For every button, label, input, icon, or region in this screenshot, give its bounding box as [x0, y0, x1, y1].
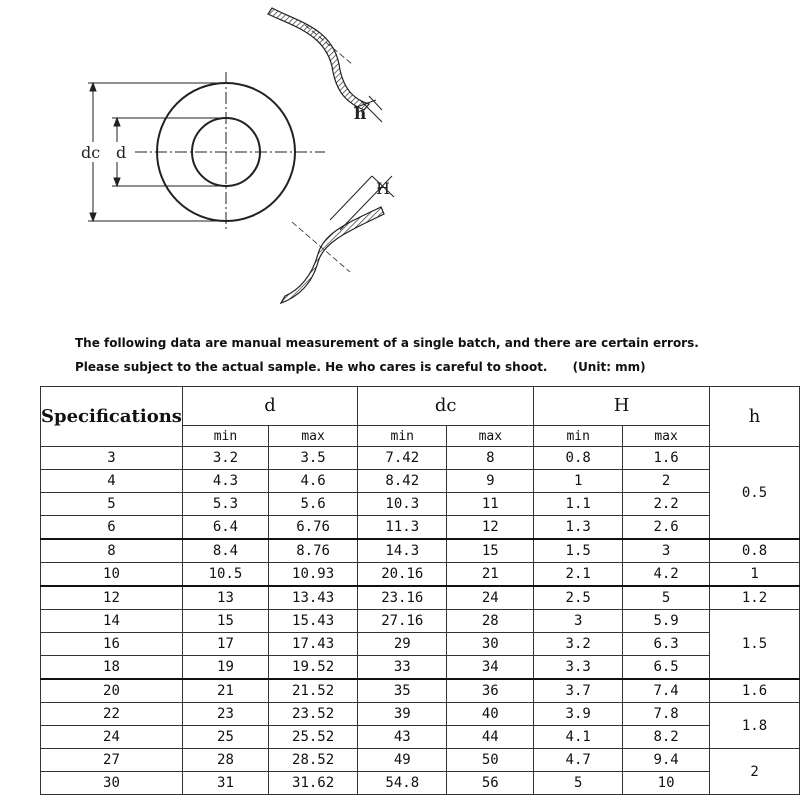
cell-dc-max: 34 — [447, 656, 534, 680]
cell-d-min: 13 — [182, 586, 268, 610]
cell-H-max: 5 — [623, 586, 710, 610]
table-row — [41, 749, 800, 772]
cell-dc-max: 12 — [447, 516, 534, 540]
table-row — [41, 539, 800, 563]
cell-H-max: 7.8 — [623, 703, 710, 726]
cell-dc-max: 8 — [447, 447, 534, 470]
cell-dc-min: 35 — [358, 679, 447, 703]
cell-d-min: 3.2 — [182, 447, 268, 470]
header-dc: dc — [358, 387, 534, 426]
note-sample-text: Please subject to the actual sample. He who cares is careful to shoot. — [75, 360, 548, 374]
cell-H-max: 2.2 — [623, 493, 710, 516]
cell-dc-max: 56 — [447, 772, 534, 795]
note-unit: (Unit: mm) — [572, 360, 646, 374]
cell-d-max: 3.5 — [269, 447, 358, 470]
table-row — [41, 633, 800, 656]
cell-dc-max: 30 — [447, 633, 534, 656]
cell-spec: 3 — [41, 447, 183, 470]
cell-H-min: 1.1 — [534, 493, 623, 516]
cell-dc-min: 29 — [358, 633, 447, 656]
cell-spec: 14 — [41, 610, 183, 633]
cell-d-max: 28.52 — [269, 749, 358, 772]
cell-d-min: 6.4 — [182, 516, 268, 540]
cell-spec: 10 — [41, 563, 183, 587]
cell-H-min: 1.3 — [534, 516, 623, 540]
cell-h: 1 — [710, 563, 800, 587]
cell-dc-min: 14.3 — [358, 539, 447, 563]
header-H: H — [534, 387, 710, 426]
cell-H-max: 7.4 — [623, 679, 710, 703]
cell-spec: 5 — [41, 493, 183, 516]
table-row — [41, 493, 800, 516]
cell-spec: 20 — [41, 679, 183, 703]
cell-H-max: 9.4 — [623, 749, 710, 772]
cell-dc-min: 10.3 — [358, 493, 447, 516]
cell-H-min: 3.2 — [534, 633, 623, 656]
cell-h: 0.8 — [710, 539, 800, 563]
table-row — [41, 516, 800, 540]
cell-d-min: 28 — [182, 749, 268, 772]
subheader-d-max: max — [269, 426, 358, 447]
cell-dc-min: 7.42 — [358, 447, 447, 470]
cell-H-max: 4.2 — [623, 563, 710, 587]
cell-d-min: 4.3 — [182, 470, 268, 493]
cell-d-max: 15.43 — [269, 610, 358, 633]
cell-H-max: 2.6 — [623, 516, 710, 540]
cell-H-min: 3.9 — [534, 703, 623, 726]
subheader-H-min: min — [534, 426, 623, 447]
washer-drawing — [0, 0, 800, 330]
cell-dc-min: 27.16 — [358, 610, 447, 633]
header-specifications: Specifications — [41, 387, 183, 447]
cell-h: 1.6 — [710, 679, 800, 703]
cell-d-max: 19.52 — [269, 656, 358, 680]
cell-H-min: 3.3 — [534, 656, 623, 680]
cell-dc-max: 9 — [447, 470, 534, 493]
cell-d-max: 10.93 — [269, 563, 358, 587]
cell-dc-min: 23.16 — [358, 586, 447, 610]
cell-H-max: 6.3 — [623, 633, 710, 656]
cell-spec: 18 — [41, 656, 183, 680]
cell-dc-min: 43 — [358, 726, 447, 749]
washer-front-view — [135, 72, 325, 232]
cell-H-max: 2 — [623, 470, 710, 493]
table-row — [41, 679, 800, 703]
cell-d-max: 8.76 — [269, 539, 358, 563]
cell-H-max: 8.2 — [623, 726, 710, 749]
cell-H-max: 10 — [623, 772, 710, 795]
cell-H-min: 2.5 — [534, 586, 623, 610]
cell-spec: 24 — [41, 726, 183, 749]
cell-spec: 8 — [41, 539, 183, 563]
cell-H-max: 6.5 — [623, 656, 710, 680]
cell-dc-max: 28 — [447, 610, 534, 633]
label-dc: dc — [81, 143, 101, 162]
table-row — [41, 470, 800, 493]
cell-spec: 12 — [41, 586, 183, 610]
cell-d-min: 31 — [182, 772, 268, 795]
note-sample — [75, 360, 646, 374]
cell-d-max: 13.43 — [269, 586, 358, 610]
cell-dc-max: 11 — [447, 493, 534, 516]
cell-dc-max: 50 — [447, 749, 534, 772]
cell-H-min: 4.1 — [534, 726, 623, 749]
cell-d-max: 6.76 — [269, 516, 358, 540]
cell-h: 2 — [710, 749, 800, 795]
cell-dc-max: 36 — [447, 679, 534, 703]
cell-d-max: 4.6 — [269, 470, 358, 493]
table-row — [41, 726, 800, 749]
cell-dc-min: 39 — [358, 703, 447, 726]
table-row — [41, 586, 800, 610]
cell-h: 1.2 — [710, 586, 800, 610]
cell-dc-max: 15 — [447, 539, 534, 563]
cell-d-min: 15 — [182, 610, 268, 633]
cell-spec: 6 — [41, 516, 183, 540]
cell-dc-min: 8.42 — [358, 470, 447, 493]
cell-d-max: 17.43 — [269, 633, 358, 656]
cell-spec: 30 — [41, 772, 183, 795]
label-d: d — [116, 143, 127, 162]
cell-d-min: 8.4 — [182, 539, 268, 563]
cell-d-min: 10.5 — [182, 563, 268, 587]
cell-H-max: 1.6 — [623, 447, 710, 470]
cell-dc-min: 54.8 — [358, 772, 447, 795]
cell-spec: 27 — [41, 749, 183, 772]
cell-dc-min: 33 — [358, 656, 447, 680]
table-row — [41, 656, 800, 680]
cell-dc-min: 49 — [358, 749, 447, 772]
cell-dc-max: 21 — [447, 563, 534, 587]
note-measurement: The following data are manual measurement of a single batch, and there are certain errors. — [75, 336, 699, 350]
cell-H-max: 5.9 — [623, 610, 710, 633]
table-row — [41, 772, 800, 795]
header-d: d — [182, 387, 357, 426]
cell-d-max: 5.6 — [269, 493, 358, 516]
cell-H-max: 3 — [623, 539, 710, 563]
cell-d-max: 25.52 — [269, 726, 358, 749]
cell-H-min: 1 — [534, 470, 623, 493]
table-row — [41, 703, 800, 726]
subheader-dc-max: max — [447, 426, 534, 447]
cell-dc-min: 20.16 — [358, 563, 447, 587]
cell-dc-max: 24 — [447, 586, 534, 610]
header-h: h — [710, 387, 800, 447]
cell-spec: 4 — [41, 470, 183, 493]
label-H: H — [376, 179, 390, 198]
cell-H-min: 3 — [534, 610, 623, 633]
table-row — [41, 447, 800, 470]
cell-H-min: 1.5 — [534, 539, 623, 563]
cell-dc-max: 40 — [447, 703, 534, 726]
cell-spec: 16 — [41, 633, 183, 656]
washer-section-bottom — [281, 176, 394, 303]
subheader-dc-min: min — [358, 426, 447, 447]
subheader-d-min: min — [182, 426, 268, 447]
cell-dc-max: 44 — [447, 726, 534, 749]
cell-h: 0.5 — [710, 447, 800, 540]
cell-d-max: 21.52 — [269, 679, 358, 703]
cell-d-min: 5.3 — [182, 493, 268, 516]
subheader-H-max: max — [623, 426, 710, 447]
cell-d-min: 23 — [182, 703, 268, 726]
label-h: h — [354, 104, 367, 124]
cell-d-max: 31.62 — [269, 772, 358, 795]
table-row — [41, 610, 800, 633]
spec-table — [40, 386, 800, 795]
cell-H-min: 2.1 — [534, 563, 623, 587]
cell-H-min: 3.7 — [534, 679, 623, 703]
table-row — [41, 563, 800, 587]
washer-section-top — [268, 8, 382, 124]
cell-dc-min: 11.3 — [358, 516, 447, 540]
cell-d-min: 17 — [182, 633, 268, 656]
cell-H-min: 4.7 — [534, 749, 623, 772]
cell-spec: 22 — [41, 703, 183, 726]
cell-h: 1.8 — [710, 703, 800, 749]
cell-d-min: 21 — [182, 679, 268, 703]
cell-d-min: 19 — [182, 656, 268, 680]
cell-h: 1.5 — [710, 610, 800, 680]
cell-d-max: 23.52 — [269, 703, 358, 726]
cell-H-min: 5 — [534, 772, 623, 795]
cell-H-min: 0.8 — [534, 447, 623, 470]
cell-d-min: 25 — [182, 726, 268, 749]
